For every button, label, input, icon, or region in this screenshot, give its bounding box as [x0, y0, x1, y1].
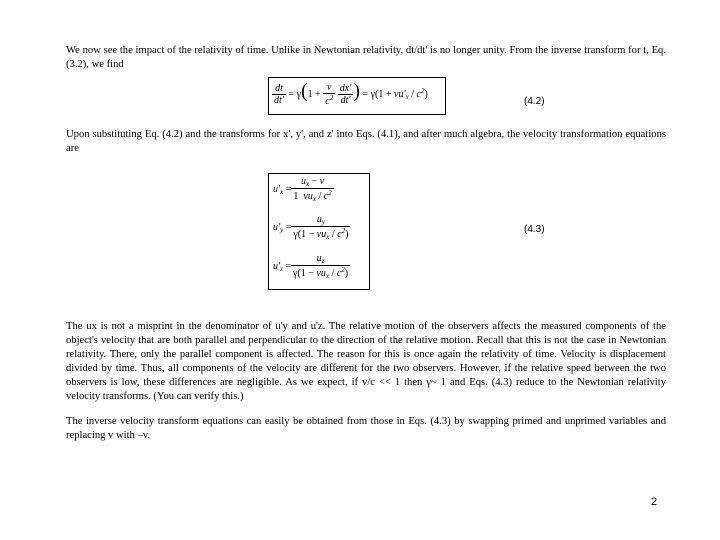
- paragraph-inverse: The inverse velocity transform equations can easily be obtained from those in Eqs. (4.3) by swapping primed and unprimed variables and replacing v with –v.: [66, 416, 666, 441]
- paragraph-explanation: The ux is not a misprint in the denominator of u'y and u'z. The relative motion of the observers affects the measured components of the object's velocity that are both parallel and perpendicular to the direction of the relative motion. Recall that this is not the case in Newtonian relativity. There, only the parallel component is affected. The reason for this is once again the relativity of time. Velocity is displacement divided by time. Thus, all components of the velocity are different for the two observers. However, if the relative speed between the two observers is low, these differences are negligible. As we expect, if v/c << 1 then γ~ 1 and Eqs. (4.3) reduce to the Newtonian relativity velocity transforms. (You can verify this.): [66, 321, 666, 402]
- equation-4-3-box: [268, 173, 370, 290]
- equation-uy: $u'_y$ = $\frac{u_y}{\gamma(1 - vu_x / c^2)}$: [273, 214, 349, 241]
- equation-ux: $u'_x$ = $\frac{u_x - v}{1 vu_x / c^2}$: [273, 176, 332, 203]
- page-number: 2: [651, 496, 658, 508]
- equation-4-2-label: (4.2): [524, 96, 545, 107]
- equation-4-2: $\frac{dt}{dt'}$ = γ(1 + $\frac{v}{c^2}$ $\frac{dx'}{dt'}$ ) = $\gamma(1 + vu'_x / c^2)$: [274, 80, 428, 108]
- paragraph-substitution: Upon substituting Eq. (4.2) and the transforms for x', y', and z' into Eqs. (4.1), and after much algebra, the velocity transformation equations are: [66, 129, 666, 154]
- equation-4-2-box: [268, 77, 446, 115]
- paragraph-intro: We now see the impact of the relativity of time. Unlike in Newtonian relativity, dt/dt' is no longer unity. From the inverse transform for t, Eq. (3.2), we find: [66, 45, 666, 70]
- equation-uz: $u'_z$ = $\frac{u_z}{\gamma(1 - vu_x / c^2)}$: [273, 253, 349, 280]
- equation-4-3-label: (4.3): [524, 224, 545, 235]
